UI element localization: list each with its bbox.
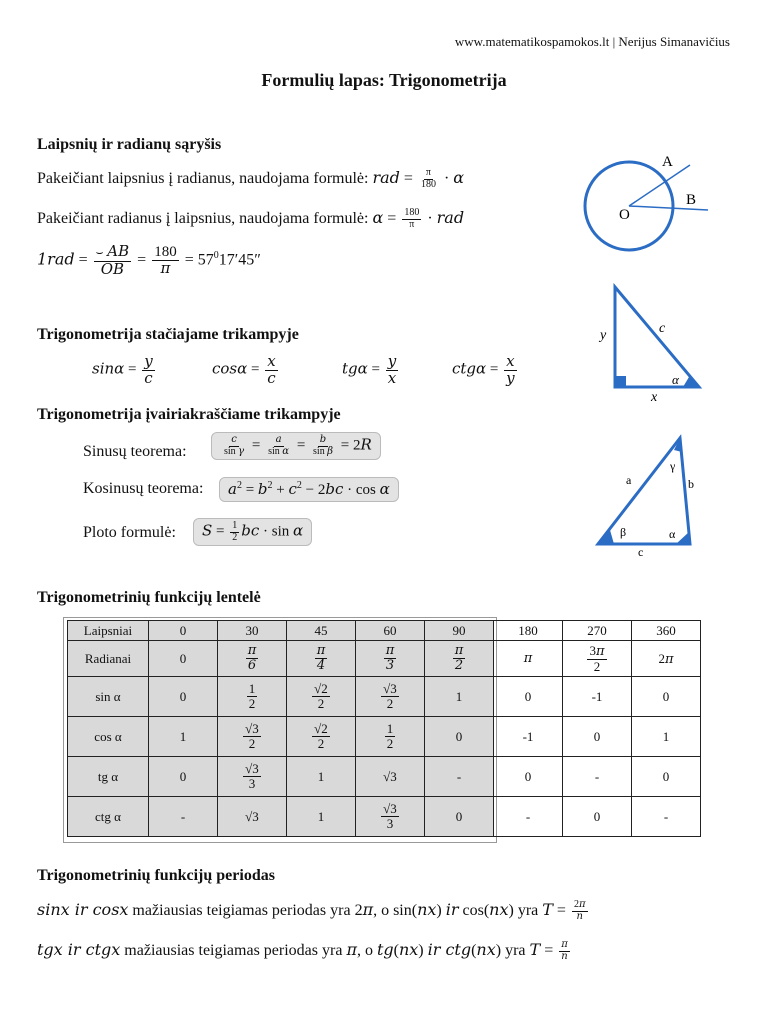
- sine-rule-formula: $\frac{c}{\text{sin γ}}$ = $\frac{a}{\text{sin α}}$ = $\frac{b}{\text{sin β}}$ = 2R: [211, 432, 381, 460]
- point-b-label: B: [686, 192, 697, 208]
- circle-radian-diagram: [580, 150, 720, 270]
- side-b-label: b: [688, 477, 694, 491]
- angle-gamma-label: γ: [670, 459, 676, 473]
- point-o-label: O: [619, 207, 630, 223]
- right-triangle-diagram: [595, 282, 710, 402]
- sine-rule-label: Sinusų teorema:: [83, 443, 187, 460]
- table-row: Laipsniai 0 30 45 60 90 180 270 360: [68, 621, 701, 641]
- area-formula-label: Ploto formulė:: [83, 524, 176, 541]
- formula-rad-to-deg: Pakeičiant radianus į laipsnius, naudojama formulė: α = $\frac{180}{\pi}$ · rad: [37, 207, 465, 230]
- cosine-rule-formula: $a^2 = b^2 + c^2 - 2bc \cdot \cos \alpha$: [219, 477, 399, 502]
- angle-alpha-label: α: [669, 527, 676, 541]
- point-a-label: A: [662, 154, 673, 170]
- ratio-cos: cosα = $\frac{x}{c}$: [212, 352, 276, 387]
- section-heading-right-triangle: Trigonometrija stačiajame trikampyje: [37, 326, 299, 343]
- side-c-label: c: [659, 321, 666, 336]
- side-y-label: y: [600, 328, 607, 343]
- section-heading-values-table: Trigonometrinių funkcijų lentelė: [37, 589, 261, 606]
- ratio-ctg: ctgα = $\frac{x}{y}$: [452, 352, 515, 387]
- side-a-label: a: [626, 473, 632, 487]
- angle-alpha-label: α: [672, 372, 679, 387]
- ratio-sin: sinα = $\frac{y}{c}$: [92, 352, 153, 387]
- formula-deg-to-rad: Pakeičiant laipsnius į radianus, naudojama formulė: rad = $\frac{\pi}{180}$ · α: [37, 167, 465, 190]
- table-row: ctg α - √3 1 $\frac{√3}{3}$ 0 - 0 -: [68, 797, 701, 837]
- table-row: cos α 1 $\frac{√3}{2}$ $\frac{√2}{2}$ $\frac{1}{2}$ 0 -1 0 1: [68, 717, 701, 757]
- trig-values-table: [67, 620, 701, 837]
- period-tg-ctg: tgx ir ctgx mažiausias teigiamas periodas yra π, o tg(nx) ir ctg(nx) yra T = $\frac{\pi}{n}$: [37, 939, 568, 962]
- area-formula: S = $\frac{1}{2}$ bc · sin α: [193, 518, 312, 546]
- section-heading-period: Trigonometrinių funkcijų periodas: [37, 867, 275, 884]
- cosine-rule-label: Kosinusų teorema:: [83, 480, 204, 497]
- side-c-label: c: [638, 545, 644, 559]
- ratio-tg: tgα = $\frac{y}{x}$: [342, 352, 397, 387]
- section-heading-general-triangle: Trigonometrija įvairiakraščiame trikampyje: [37, 406, 341, 423]
- period-sin-cos: sinx ir cosx mažiausias teigiamas periodas yra 2π, o sin(nx) ir cos(nx) yra T = $\frac{2\pi}{n}$: [37, 899, 586, 922]
- table-row: Radianai 0 $\frac{\pi}{6}$ $\frac{\pi}{4}$ $\frac{\pi}{3}$ $\frac{\pi}{2}$ π $\frac{3\pi}{2}$ 2π: [68, 641, 701, 677]
- angle-beta-label: β: [620, 525, 627, 539]
- general-triangle-diagram: [590, 432, 710, 564]
- formula-one-radian: 1rad = $\frac{⌣ AB}{OB}$ = $\frac{180}{\pi}$ = $57^017'45''$: [37, 242, 261, 278]
- header-source: www.matematikospamokos.lt | Nerijus Simanavičius: [454, 34, 730, 49]
- table-row: tg α 0 $\frac{√3}{3}$ 1 √3 - 0 - 0: [68, 757, 701, 797]
- side-x-label: x: [651, 390, 658, 402]
- table-row: sin α 0 $\frac{1}{2}$ $\frac{√2}{2}$ $\frac{√3}{2}$ 1 0 -1 0: [68, 677, 701, 717]
- section-heading-degrees-radians: Laipsnių ir radianų sąryšis: [37, 136, 222, 153]
- page-title: Formulių lapas: Trigonometrija: [261, 70, 507, 90]
